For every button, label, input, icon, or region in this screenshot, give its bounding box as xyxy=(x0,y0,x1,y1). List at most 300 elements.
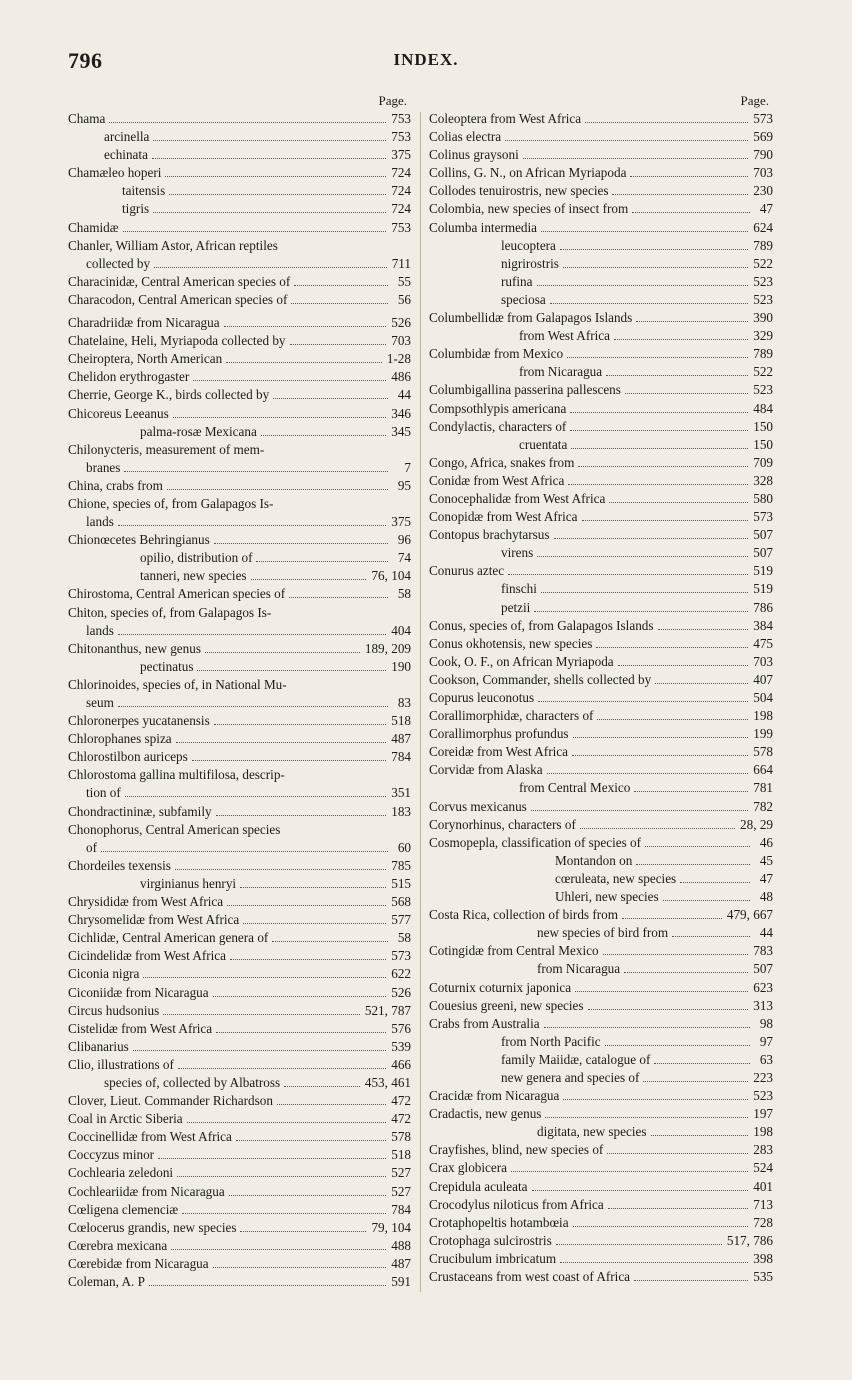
entry-text: Ciconia nigra xyxy=(68,966,140,982)
leader-dots xyxy=(214,543,388,544)
index-entry xyxy=(429,454,773,472)
index-entry xyxy=(429,906,773,924)
entry-page: 523 xyxy=(753,273,773,289)
index-entry xyxy=(68,1146,411,1164)
entry-page: 539 xyxy=(391,1038,411,1054)
leader-dots xyxy=(597,719,748,720)
entry-text: Coal in Arctic Siberia xyxy=(68,1111,183,1127)
index-entry xyxy=(429,1250,773,1268)
entry-page: 398 xyxy=(753,1250,773,1266)
entry-page: 568 xyxy=(391,894,411,910)
leader-dots xyxy=(609,502,748,503)
entry-text: Crocodylus niloticus from Africa xyxy=(429,1196,604,1212)
entry-page: 713 xyxy=(753,1196,773,1212)
entry-page: 48 xyxy=(759,889,773,905)
index-entry xyxy=(68,164,411,182)
entry-page: 401 xyxy=(753,1178,773,1194)
entry-page: 519 xyxy=(753,563,773,579)
leader-dots xyxy=(603,954,749,955)
entry-text: Crucibulum imbricatum xyxy=(429,1250,557,1266)
entry-text: Chamidæ xyxy=(68,219,119,235)
entry-page: 328 xyxy=(753,472,773,488)
index-entry xyxy=(429,562,773,580)
index-entry xyxy=(68,128,411,146)
index-entry xyxy=(429,1015,773,1033)
leader-dots xyxy=(213,996,387,997)
index-entries-right xyxy=(429,110,773,1286)
entry-text: from Central Mexico xyxy=(519,780,631,796)
entry-page: 526 xyxy=(391,315,411,331)
index-entry xyxy=(429,490,773,508)
leader-dots xyxy=(655,683,748,684)
entry-text: Chamæleo hoperi xyxy=(68,165,162,181)
leader-dots xyxy=(541,231,748,232)
entry-text: Cœlocerus grandis, new species xyxy=(68,1219,237,1235)
entry-page: 535 xyxy=(753,1269,773,1284)
entry-text: Colias electra xyxy=(429,129,502,145)
entry-page: 475 xyxy=(753,635,773,651)
entry-page: 569 xyxy=(753,129,773,145)
index-entry xyxy=(68,911,411,929)
index-entry xyxy=(68,200,411,218)
entry-text: Cœligena clemenciæ xyxy=(68,1201,179,1217)
entry-text: Conidæ from West Africa xyxy=(429,472,565,488)
entry-page: 63 xyxy=(759,1051,773,1067)
leader-dots xyxy=(608,1208,749,1209)
leader-dots xyxy=(538,701,748,702)
entry-text: Chilonycteris, measurement of mem- xyxy=(68,441,265,457)
index-entry xyxy=(429,400,773,418)
entry-text: from Nicaragua xyxy=(537,961,621,977)
index-entry xyxy=(429,255,773,273)
entry-page: 487 xyxy=(391,731,411,747)
entry-page: 47 xyxy=(759,201,773,217)
entry-text: Columbellidæ from Galapagos Islands xyxy=(429,310,633,326)
leader-dots xyxy=(643,1081,748,1082)
index-entry xyxy=(429,345,773,363)
entry-text: new species of bird from xyxy=(537,925,669,941)
entry-text: Corallimorphus profundus xyxy=(429,726,569,742)
entry-text: Cookson, Commander, shells collected by xyxy=(429,671,652,687)
entry-text: species of, collected by Albatross xyxy=(104,1074,281,1090)
index-entry xyxy=(429,599,773,617)
index-entry xyxy=(68,658,411,676)
entry-page: 404 xyxy=(391,622,411,638)
leader-dots xyxy=(612,194,748,195)
entry-text: Chlorostilbon auriceps xyxy=(68,749,188,765)
index-entry xyxy=(68,784,411,802)
entry-page: 578 xyxy=(753,744,773,760)
leader-dots xyxy=(508,574,748,575)
entry-page: 507 xyxy=(753,545,773,561)
index-entry xyxy=(429,327,773,345)
leader-dots xyxy=(634,791,748,792)
leader-dots xyxy=(534,611,748,612)
entry-page: 785 xyxy=(391,857,411,873)
index-entry xyxy=(68,1038,411,1056)
entry-text: Columbidæ from Mexico xyxy=(429,346,564,362)
leader-dots xyxy=(560,1262,748,1263)
leader-dots xyxy=(251,579,367,580)
index-entry xyxy=(429,110,773,128)
entry-text: tanneri, new species xyxy=(140,568,247,584)
index-entry xyxy=(68,1128,411,1146)
leader-dots xyxy=(109,122,386,123)
entry-text: lands xyxy=(86,514,114,530)
entry-page: 523 xyxy=(753,291,773,307)
entry-text: Charadriidæ from Nicaragua xyxy=(68,315,220,331)
entry-page: 523 xyxy=(753,382,773,398)
entry-text: rufina xyxy=(501,273,533,289)
leader-dots xyxy=(573,737,749,738)
index-entry xyxy=(68,332,411,350)
index-entry xyxy=(68,291,411,309)
leader-dots xyxy=(567,357,748,358)
entry-page: 230 xyxy=(753,183,773,199)
entry-page: 56 xyxy=(397,291,411,307)
entry-text: Cradactis, new genus xyxy=(429,1106,542,1122)
entry-page: 523 xyxy=(753,1088,773,1104)
leader-dots xyxy=(505,140,748,141)
index-entry xyxy=(68,531,411,549)
entry-text: Cook, O. F., on African Myriapoda xyxy=(429,653,614,669)
entry-text: Chlorostoma gallina multifilosa, descrip- xyxy=(68,767,285,783)
page-heading: Page. xyxy=(740,93,769,108)
index-entry xyxy=(429,671,773,689)
leader-dots xyxy=(563,1099,748,1100)
entry-page: 724 xyxy=(391,165,411,181)
index-entry xyxy=(68,1273,411,1291)
index-entry xyxy=(429,960,773,978)
leader-dots xyxy=(277,1104,386,1105)
entry-text: Clio, illustrations of xyxy=(68,1056,174,1072)
leader-dots xyxy=(578,466,748,467)
index-entry xyxy=(68,893,411,911)
index-entry xyxy=(68,182,411,200)
index-entry xyxy=(68,622,411,640)
index-entry xyxy=(429,1159,773,1177)
leader-dots xyxy=(573,1226,749,1227)
index-entry xyxy=(429,997,773,1015)
entry-page: 47 xyxy=(759,870,773,886)
entry-page: 390 xyxy=(753,310,773,326)
leader-dots xyxy=(523,158,748,159)
entry-text: lands xyxy=(86,622,114,638)
index-entry xyxy=(429,1141,773,1159)
entry-text: Crax globicera xyxy=(429,1160,507,1176)
index-entry xyxy=(429,1051,773,1069)
entry-page: 58 xyxy=(397,930,411,946)
entry-page: 7 xyxy=(404,459,411,475)
entry-page: 345 xyxy=(391,423,411,439)
entry-page: 150 xyxy=(753,436,773,452)
entry-page: 74 xyxy=(397,550,411,566)
index-entry xyxy=(68,477,411,495)
entry-page: 524 xyxy=(753,1160,773,1176)
entry-text: Cichlidæ, Central American genera of xyxy=(68,930,269,946)
leader-dots xyxy=(582,520,749,521)
leader-dots xyxy=(124,471,388,472)
entry-page: 60 xyxy=(397,839,411,855)
entry-page: 703 xyxy=(753,653,773,669)
page-number: 796 xyxy=(68,48,103,73)
entry-text: Corvus mexicanus xyxy=(429,798,527,814)
leader-dots xyxy=(672,936,750,937)
index-entry xyxy=(429,1087,773,1105)
index-entry xyxy=(429,1033,773,1051)
entry-page: 728 xyxy=(753,1214,773,1230)
index-entry xyxy=(68,567,411,585)
entry-text: Uhleri, new species xyxy=(555,889,659,905)
leader-dots xyxy=(158,1158,386,1159)
leader-dots xyxy=(165,176,386,177)
entry-text: seum xyxy=(86,695,114,710)
index-entry xyxy=(429,436,773,454)
leader-dots xyxy=(226,362,382,363)
entry-page: 573 xyxy=(391,948,411,964)
leader-dots xyxy=(178,1068,386,1069)
index-entry xyxy=(429,273,773,291)
entry-page: 709 xyxy=(753,454,773,470)
entry-text: Coturnix coturnix japonica xyxy=(429,979,572,995)
entry-page: 198 xyxy=(753,708,773,724)
leader-dots xyxy=(118,525,386,526)
entry-text: Conopidæ from West Africa xyxy=(429,509,578,525)
entry-text: arcinella xyxy=(104,129,150,145)
leader-dots xyxy=(607,1153,748,1154)
entry-text: Contopus brachytarsus xyxy=(429,527,550,543)
entry-page: 703 xyxy=(753,165,773,181)
index-entry xyxy=(68,255,411,273)
index-entry xyxy=(68,1002,411,1020)
index-entry xyxy=(68,314,411,332)
leader-dots xyxy=(570,412,748,413)
leader-dots xyxy=(550,303,749,304)
entry-text: Corvidæ from Alaska xyxy=(429,762,543,778)
entry-text: Cistelidæ from West Africa xyxy=(68,1020,213,1036)
entry-text: echinata xyxy=(104,147,148,163)
index-entry xyxy=(429,363,773,381)
entry-text: Crabs from Australia xyxy=(429,1015,540,1031)
entry-text: from Nicaragua xyxy=(519,364,603,380)
leader-dots xyxy=(614,339,748,340)
entry-page: 479, 667 xyxy=(726,907,773,923)
entry-text: tigris xyxy=(122,201,150,217)
entry-text: virens xyxy=(501,545,534,561)
entry-text: Characinidæ, Central American species of xyxy=(68,273,291,289)
entry-page: 197 xyxy=(753,1106,773,1122)
index-entry xyxy=(429,617,773,635)
entry-page: 573 xyxy=(753,111,773,126)
leader-dots xyxy=(169,194,386,195)
entry-text: Condylactis, characters of xyxy=(429,418,567,434)
index-entry xyxy=(429,128,773,146)
entry-page: 591 xyxy=(391,1274,411,1289)
entry-page: 44 xyxy=(759,925,773,941)
leader-dots xyxy=(571,448,748,449)
index-entry xyxy=(429,182,773,200)
leader-dots xyxy=(125,796,386,797)
entry-text: virginianus henryi xyxy=(140,875,237,891)
leader-dots xyxy=(154,267,387,268)
entry-page: 783 xyxy=(753,943,773,959)
entry-text: Clover, Lieut. Commander Richardson xyxy=(68,1093,273,1109)
index-entry xyxy=(429,870,773,888)
entry-page: 28, 29 xyxy=(740,816,773,832)
entry-page: 580 xyxy=(753,490,773,506)
entry-text: taitensis xyxy=(122,183,166,199)
entry-text: Chordeiles texensis xyxy=(68,857,171,873)
entry-page: 623 xyxy=(753,979,773,995)
index-entry xyxy=(429,779,773,797)
index-entry xyxy=(68,730,411,748)
index-entry xyxy=(68,459,411,477)
leader-dots xyxy=(224,326,387,327)
leader-dots xyxy=(153,140,386,141)
leader-dots xyxy=(261,435,386,436)
entry-page: 190 xyxy=(391,658,411,674)
index-entry xyxy=(429,979,773,997)
entry-text: Ciconiidæ from Nicaragua xyxy=(68,984,209,1000)
index-entry xyxy=(429,707,773,725)
entry-page: 486 xyxy=(391,369,411,385)
entry-page: 45 xyxy=(759,852,773,868)
entry-page: 329 xyxy=(753,328,773,344)
entry-text: Circus hudsonius xyxy=(68,1002,160,1018)
entry-page: 44 xyxy=(397,387,411,403)
index-entry xyxy=(68,237,411,255)
leader-dots xyxy=(547,773,749,774)
entry-page: 521, 787 xyxy=(364,1002,411,1018)
leader-dots xyxy=(216,1032,386,1033)
entry-text: Coleman, A. P xyxy=(68,1274,145,1289)
index-entry xyxy=(68,1020,411,1038)
leader-dots xyxy=(596,647,748,648)
entry-page: 504 xyxy=(753,690,773,705)
index-entry xyxy=(429,1268,773,1286)
entry-text: family Maiidæ, catalogue of xyxy=(501,1051,651,1067)
entry-page: 664 xyxy=(753,762,773,778)
index-column-right xyxy=(429,92,773,1286)
leader-dots xyxy=(511,1171,748,1172)
index-entries-left xyxy=(68,110,411,1291)
entry-text: Cotingidæ from Central Mexico xyxy=(429,943,599,959)
index-entry xyxy=(429,237,773,255)
entry-text: Crotaphopeltis hotambœia xyxy=(429,1214,569,1230)
entry-text: branes xyxy=(86,459,121,475)
index-entry xyxy=(429,1105,773,1123)
entry-text: collected by xyxy=(86,255,151,271)
index-entry xyxy=(429,743,773,761)
entry-page: 76, 104 xyxy=(371,568,411,584)
index-entry xyxy=(68,495,411,513)
entry-page: 711 xyxy=(391,255,411,271)
index-entry xyxy=(68,1074,411,1092)
leader-dots xyxy=(192,760,386,761)
entry-page: 753 xyxy=(391,129,411,145)
index-entry xyxy=(68,1255,411,1273)
entry-text: Cochleariidæ from Nicaragua xyxy=(68,1183,225,1199)
entry-page: 519 xyxy=(753,581,773,597)
index-entry xyxy=(68,1056,411,1074)
entry-text: Columbigallina passerina pallescens xyxy=(429,382,621,398)
leader-dots xyxy=(537,556,748,557)
leader-dots xyxy=(240,887,386,888)
index-entry xyxy=(68,984,411,1002)
entry-text: Collins, G. N., on African Myriapoda xyxy=(429,165,627,181)
entry-page: 375 xyxy=(391,514,411,530)
entry-text: Chitonanthus, new genus xyxy=(68,640,201,656)
entry-page: 522 xyxy=(753,255,773,271)
entry-text: Chondractininæ, subfamily xyxy=(68,803,212,819)
index-entry xyxy=(429,924,773,942)
entry-text: Coleoptera from West Africa xyxy=(429,111,582,126)
leader-dots xyxy=(176,742,387,743)
entry-page: 515 xyxy=(391,875,411,891)
page-heading: Page. xyxy=(378,93,407,108)
leader-dots xyxy=(532,1190,749,1191)
entry-page: 466 xyxy=(391,1056,411,1072)
index-entry xyxy=(68,640,411,658)
entry-page: 487 xyxy=(391,1255,411,1271)
entry-page: 472 xyxy=(391,1093,411,1109)
index-entry xyxy=(68,405,411,423)
entry-page: 46 xyxy=(759,834,773,850)
entry-text: Chelidon erythrogaster xyxy=(68,369,190,385)
entry-text: Costa Rica, collection of birds from xyxy=(429,907,618,923)
leader-dots xyxy=(197,670,386,671)
entry-page: 183 xyxy=(391,803,411,819)
entry-page: 83 xyxy=(397,695,411,710)
entry-page: 283 xyxy=(753,1142,773,1158)
entry-page: 781 xyxy=(753,780,773,796)
entry-page: 518 xyxy=(391,1147,411,1163)
index-entry xyxy=(429,472,773,490)
entry-text: from West Africa xyxy=(519,328,610,344)
entry-page: 518 xyxy=(391,713,411,729)
leader-dots xyxy=(572,755,748,756)
leader-dots xyxy=(636,864,750,865)
entry-page: 472 xyxy=(391,1111,411,1127)
index-entry xyxy=(429,816,773,834)
index-entry xyxy=(429,418,773,436)
leader-dots xyxy=(580,828,735,829)
leader-dots xyxy=(214,724,386,725)
entry-text: Conus, species of, from Galapagos Islands xyxy=(429,617,654,633)
entry-text: Cicindelidæ from West Africa xyxy=(68,948,227,964)
leader-dots xyxy=(175,869,386,870)
entry-page: 198 xyxy=(753,1124,773,1140)
entry-page: 786 xyxy=(753,599,773,615)
leader-dots xyxy=(680,882,750,883)
entry-text: Conus okhotensis, new species xyxy=(429,635,593,651)
entry-page: 753 xyxy=(391,111,411,126)
leader-dots xyxy=(123,231,387,232)
leader-dots xyxy=(560,249,748,250)
leader-dots xyxy=(205,652,360,653)
index-entry xyxy=(68,694,411,712)
index-entry xyxy=(429,544,773,562)
entry-text: Cosmopepla, classification of species of xyxy=(429,834,642,850)
leader-dots xyxy=(167,489,388,490)
entry-page: 784 xyxy=(391,749,411,765)
leader-dots xyxy=(230,959,386,960)
entry-page: 507 xyxy=(753,527,773,543)
index-entry xyxy=(68,676,411,694)
index-entry xyxy=(68,766,411,784)
entry-page: 703 xyxy=(391,333,411,349)
entry-text: pectinatus xyxy=(140,658,194,674)
